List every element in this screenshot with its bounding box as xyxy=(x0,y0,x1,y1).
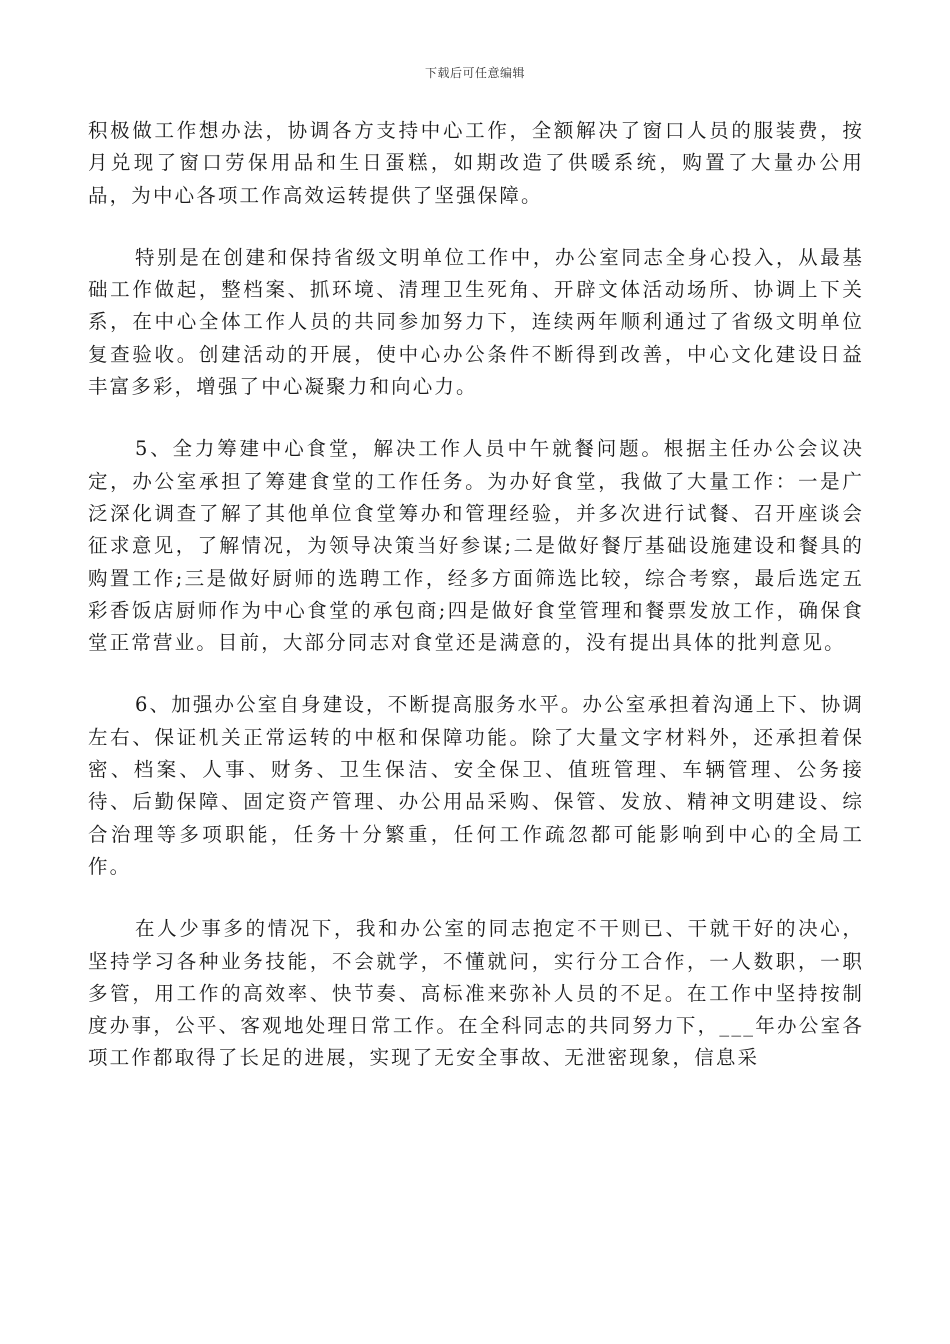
paragraph-civilized-unit: 特别是在创建和保持省级文明单位工作中，办公室同志全身心投入，从最基础工作做起，整档案、抓环境、清理卫生死角、开辟文体活动场所、协调上下关系，在中心全体工作人员的共同参加努力下，连续两年顺利通过了省级文明单位复查验收。创建活动的开展，使中心办公条件不断得到改善，中心文化建设日益丰富多彩，增强了中心凝聚力和向心力。 xyxy=(88,245,864,399)
paragraph-staff-efforts: 在人少事多的情况下，我和办公室的同志抱定不干则已、干就干好的决心，坚持学习各种业务技能，不会就学，不懂就问，实行分工合作，一人数职，一职多管，用工作的高效率、快节奏、高标准来弥补人员的不足。在工作中坚持按制度办事，公平、客观地处理日常工作。在全科同志的共同努力下，___年办公室各项工作都取得了长足的进展，实现了无安全事故、无泄密现象，信息采 xyxy=(88,917,864,1070)
document-body xyxy=(88,115,864,1105)
paragraph-item-5-canteen: 5、全力筹建中心食堂，解决工作人员中午就餐问题。根据主任办公会议决定，办公室承担了筹建食堂的工作任务。为办好食堂，我做了大量工作：一是广泛深化调查了解了其他单位食堂筹办和管理经验，并多次进行试餐、召开座谈会征求意见，了解情况，为领导决策当好参谋;二是做好餐厅基础设施建设和餐具的购置工作;三是做好厨师的选聘工作，经多方面筛选比较，综合考察，最后选定五彩香饭店厨师作为中心食堂的承包商;四是做好食堂管理和餐票发放工作，确保食堂正常营业。目前，大部分同志对食堂还是满意的，没有提出具体的批判意见。 xyxy=(88,437,864,655)
paragraph-item-6-office: 6、加强办公室自身建设，不断提高服务水平。办公室承担着沟通上下、协调左右、保证机关正常运转的中枢和保障功能。除了大量文字材料外，还承担着保密、档案、人事、财务、卫生保洁、安全保卫、值班管理、车辆管理、公务接待、后勤保障、固定资产管理、办公用品采购、保管、发放、精神文明建设、综合治理等多项职能，任务十分繁重，任何工作疏忽都可能影响到中心的全局工作。 xyxy=(88,693,865,878)
page-header-note: 下载后可任意编辑 xyxy=(424,66,525,80)
paragraph-continuation: 积极做工作想办法，协调各方支持中心工作，全额解决了窗口人员的服装费，按月兑现了窗口劳保用品和生日蛋糕，如期改造了供暖系统，购置了大量办公用品，为中心各项工作高效运转提供了坚强保障。 xyxy=(88,119,864,207)
